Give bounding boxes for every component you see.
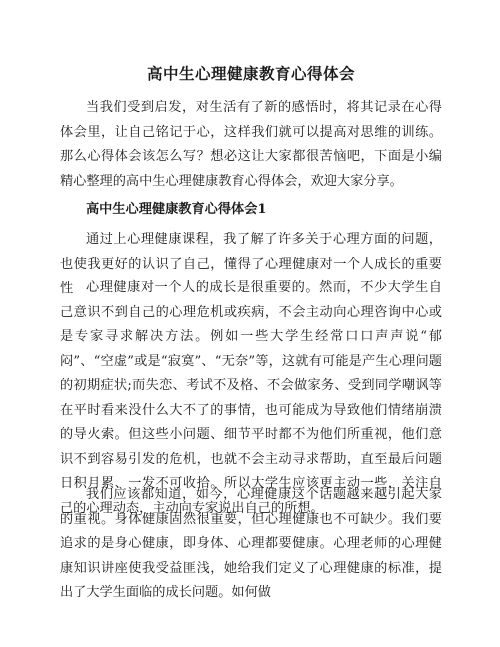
document-title: 高中生心理健康教育心得体会 bbox=[146, 64, 355, 83]
body-paragraph-3: 我们应该都知道，如今，心理健康这个话题越来越引起大家的重视。身体健康固然很重要，但心理健康也不可缺少。我们要追求的是身心健康，即身体、心理都要健康。心理老师的心理健康知识讲座使我受益匪浅，她给我们定义了心理健康的标准，提出了大学生面临的成长问题。如何做 bbox=[60, 487, 442, 600]
intro-paragraph: 当我们受到启发，对生活有了新的感悟时，将其记录在心得体会里，让自己铭记于心，这样我们就可以提高对思维的训练。那么心得体会该怎么写？想必这让大家都很苦恼吧，下面是小编精心整理的高中生心理健康教育心得体会，欢迎大家分享。 bbox=[60, 100, 442, 189]
document-page bbox=[60, 0, 442, 647]
body-paragraph-2: 心理健康对一个人的成长是很重要的。然而，不少大学生自己意识不到自己的心理危机或疾病，不会主动向心理咨询中心或是专家寻求解决方法。例如一些大学生经常口口声声说“郁闷”、“空虚”或是“寂寞”、“无奈”等，这就有可能是产生心理问题的初期症状;而失恋、考试不及格、不会做家务、受到同学嘲讽等在平时看来没什么大不了的事情，也可能成为导致他们情绪崩溃的导火索。但这些小问题、细节平时都不为他们所重视，他们意识不到容易引发的危机，也就不会主动寻求帮助，直至最后问题日积月累、一发不可收拾。所以大学生应该更主动一些，关注自己的心理动态，主动向专家说出自己的所想。 bbox=[60, 280, 442, 516]
body-paragraph-1: 通过上心理健康课程，我了解了许多关于心理方面的问题，也使我更好的认识了自己，懂得了心理健康对一个人成长的重要性 bbox=[60, 232, 442, 296]
section-heading: 高中生心理健康教育心得体会1 bbox=[86, 202, 267, 217]
